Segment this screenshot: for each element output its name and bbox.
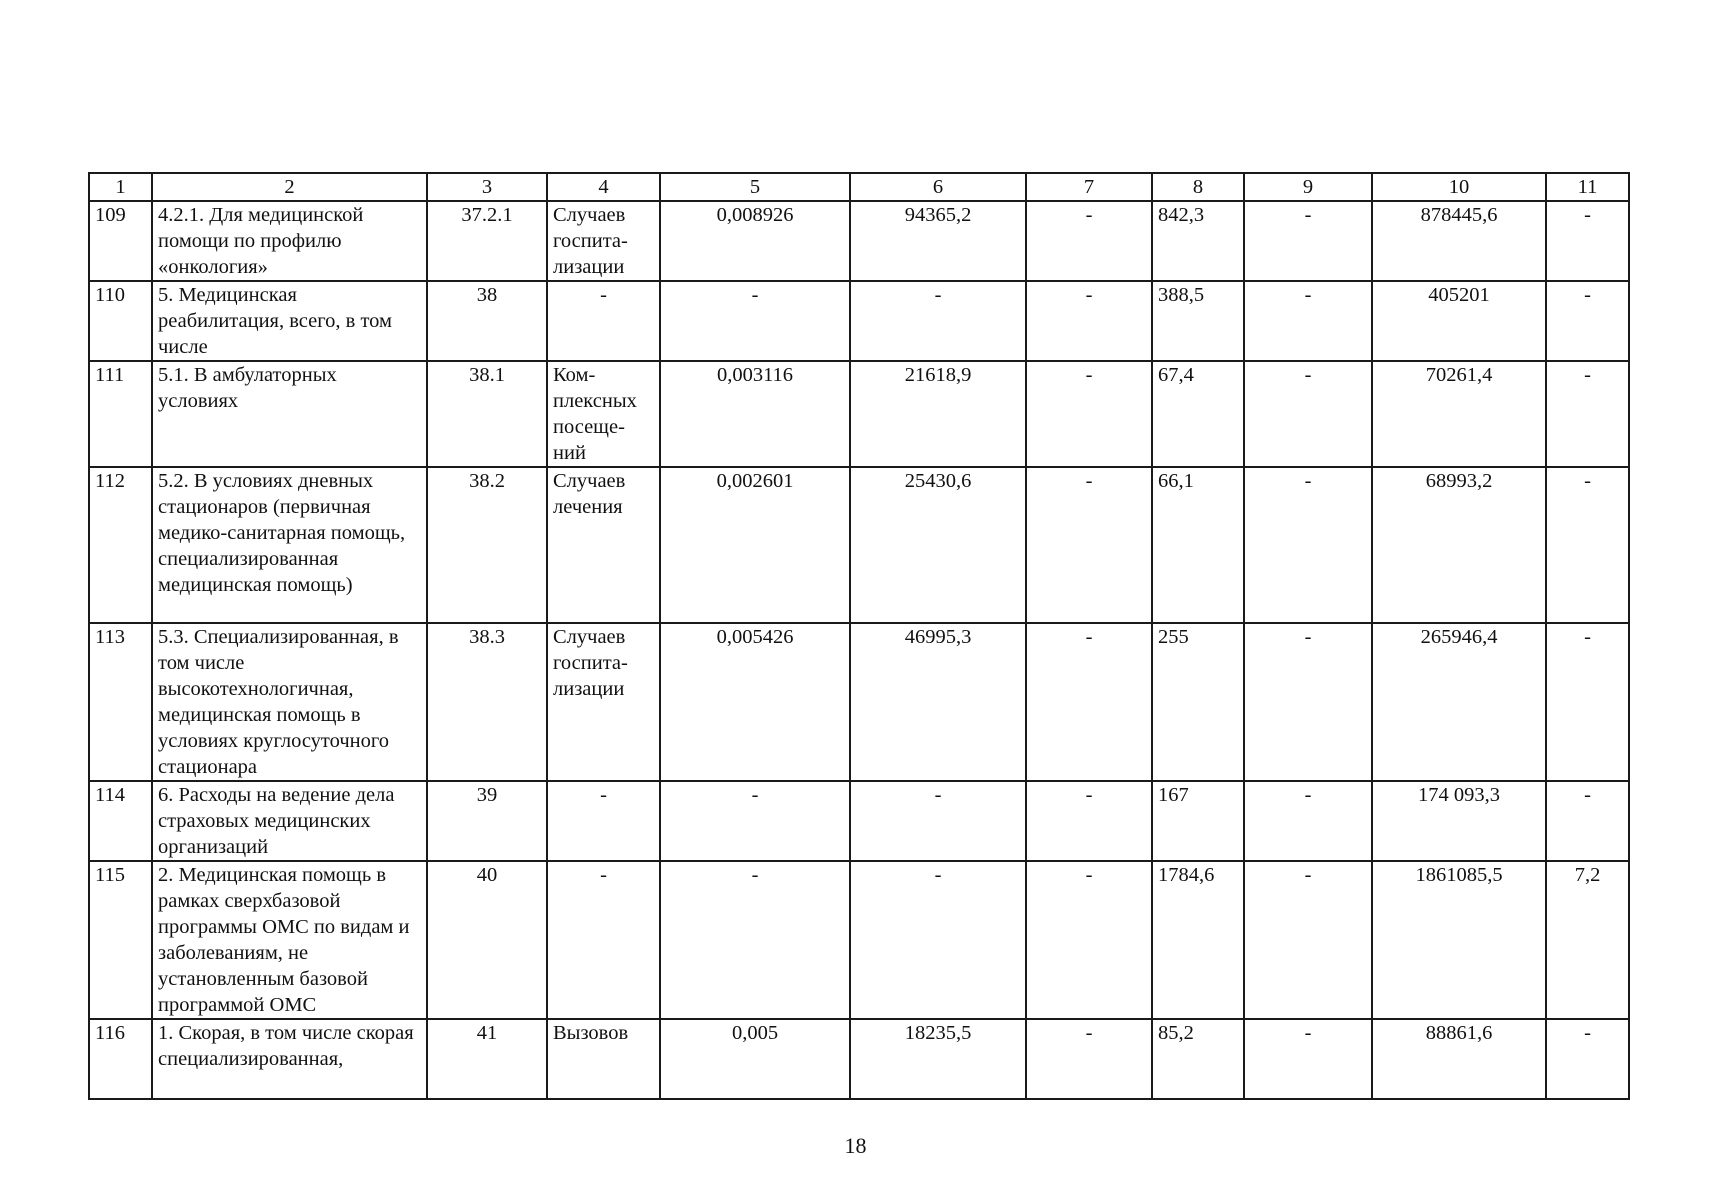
col8-cell: 66,1	[1152, 467, 1244, 623]
table-row	[89, 781, 1629, 861]
header-cell: 8	[1152, 173, 1244, 201]
col8-cell: 85,2	[1152, 1019, 1244, 1099]
page-number: 18	[844, 1133, 867, 1158]
row-number-cell: 114	[89, 781, 152, 861]
line-code-cell: 40	[427, 861, 547, 1019]
row-number-cell: 116	[89, 1019, 152, 1099]
header-cell: 10	[1372, 173, 1546, 201]
header-cell: 2	[152, 173, 427, 201]
col8-cell: 255	[1152, 623, 1244, 781]
unit-cell: -	[547, 861, 660, 1019]
col11-cell: 7,2	[1546, 861, 1629, 1019]
col9-cell: -	[1244, 281, 1372, 361]
col9-cell: -	[1244, 623, 1372, 781]
header-row	[89, 173, 1629, 201]
line-code-cell: 39	[427, 781, 547, 861]
line-code-cell: 37.2.1	[427, 201, 547, 281]
row-number-cell: 110	[89, 281, 152, 361]
col5-cell: 0,008926	[660, 201, 850, 281]
table-row	[89, 861, 1629, 1019]
col6-cell: 25430,6	[850, 467, 1026, 623]
indicator-name-cell: 6. Расходы на ведение дела страховых медицинских организаций	[152, 781, 427, 861]
col5-cell: 0,002601	[660, 467, 850, 623]
col11-cell: -	[1546, 623, 1629, 781]
col6-cell: 46995,3	[850, 623, 1026, 781]
col8-cell: 67,4	[1152, 361, 1244, 467]
row-number-cell: 109	[89, 201, 152, 281]
col8-cell: 1784,6	[1152, 861, 1244, 1019]
unit-cell: Ком-плексных посеще-ний	[547, 361, 660, 467]
table-row	[89, 1019, 1629, 1099]
col7-cell: -	[1026, 781, 1152, 861]
table-row	[89, 281, 1629, 361]
col10-cell: 1861085,5	[1372, 861, 1546, 1019]
col7-cell: -	[1026, 467, 1152, 623]
col10-cell: 88861,6	[1372, 1019, 1546, 1099]
col11-cell: -	[1546, 467, 1629, 623]
header-cell: 5	[660, 173, 850, 201]
col5-cell: 0,003116	[660, 361, 850, 467]
col7-cell: -	[1026, 361, 1152, 467]
col9-cell: -	[1244, 781, 1372, 861]
col8-cell: 388,5	[1152, 281, 1244, 361]
header-cell: 1	[89, 173, 152, 201]
col11-cell: -	[1546, 1019, 1629, 1099]
header-cell: 9	[1244, 173, 1372, 201]
col9-cell: -	[1244, 361, 1372, 467]
col8-cell: 167	[1152, 781, 1244, 861]
col9-cell: -	[1244, 861, 1372, 1019]
col5-cell: 0,005426	[660, 623, 850, 781]
col11-cell: -	[1546, 201, 1629, 281]
table-row	[89, 361, 1629, 467]
row-number-cell: 113	[89, 623, 152, 781]
indicator-name-cell: 4.2.1. Для медицинской помощи по профилю «онкология»	[152, 201, 427, 281]
unit-cell: Случаев лечения	[547, 467, 660, 623]
col7-cell: -	[1026, 861, 1152, 1019]
col7-cell: -	[1026, 1019, 1152, 1099]
col10-cell: 174 093,3	[1372, 781, 1546, 861]
indicator-name-cell: 5. Медицинская реабилитация, всего, в том числе	[152, 281, 427, 361]
line-code-cell: 38.3	[427, 623, 547, 781]
col6-cell: 21618,9	[850, 361, 1026, 467]
unit-cell: -	[547, 781, 660, 861]
col9-cell: -	[1244, 201, 1372, 281]
col5-cell: -	[660, 281, 850, 361]
data-table	[88, 172, 1630, 1100]
header-cell: 4	[547, 173, 660, 201]
unit-cell: -	[547, 281, 660, 361]
table-row	[89, 201, 1629, 281]
row-number-cell: 111	[89, 361, 152, 467]
indicator-name-cell: 5.2. В условиях дневных стационаров (первичная медико-санитарная помощь, специализированная медицинская помощь)	[152, 467, 427, 623]
col6-cell: -	[850, 861, 1026, 1019]
col5-cell: -	[660, 781, 850, 861]
unit-cell: Случаев госпита-лизации	[547, 201, 660, 281]
table-row	[89, 467, 1629, 623]
header-cell: 3	[427, 173, 547, 201]
col10-cell: 265946,4	[1372, 623, 1546, 781]
col11-cell: -	[1546, 361, 1629, 467]
col11-cell: -	[1546, 781, 1629, 861]
col7-cell: -	[1026, 281, 1152, 361]
col7-cell: -	[1026, 623, 1152, 781]
line-code-cell: 41	[427, 1019, 547, 1099]
col10-cell: 878445,6	[1372, 201, 1546, 281]
indicator-name-cell: 1. Скорая, в том числе скорая специализированная,	[152, 1019, 427, 1099]
row-number-cell: 112	[89, 467, 152, 623]
col6-cell: -	[850, 781, 1026, 861]
row-number-cell: 115	[89, 861, 152, 1019]
col7-cell: -	[1026, 201, 1152, 281]
table-row	[89, 623, 1629, 781]
col8-cell: 842,3	[1152, 201, 1244, 281]
col6-cell: 94365,2	[850, 201, 1026, 281]
col5-cell: -	[660, 861, 850, 1019]
header-cell: 7	[1026, 173, 1152, 201]
col10-cell: 405201	[1372, 281, 1546, 361]
indicator-name-cell: 5.3. Специализированная, в том числе высокотехнологичная, медицинская помощь в условиях круглосуточного стационара	[152, 623, 427, 781]
line-code-cell: 38.2	[427, 467, 547, 623]
col11-cell: -	[1546, 281, 1629, 361]
indicator-name-cell: 2. Медицинская помощь в рамках сверхбазовой программы ОМС по видам и заболеваниям, не установленным базовой программой ОМС	[152, 861, 427, 1019]
col6-cell: 18235,5	[850, 1019, 1026, 1099]
line-code-cell: 38.1	[427, 361, 547, 467]
unit-cell: Вызовов	[547, 1019, 660, 1099]
indicator-name-cell: 5.1. В амбулаторных условиях	[152, 361, 427, 467]
col5-cell: 0,005	[660, 1019, 850, 1099]
line-code-cell: 38	[427, 281, 547, 361]
col10-cell: 68993,2	[1372, 467, 1546, 623]
header-cell: 6	[850, 173, 1026, 201]
unit-cell: Случаев госпита-лизации	[547, 623, 660, 781]
col9-cell: -	[1244, 467, 1372, 623]
col9-cell: -	[1244, 1019, 1372, 1099]
header-cell: 11	[1546, 173, 1629, 201]
col6-cell: -	[850, 281, 1026, 361]
col10-cell: 70261,4	[1372, 361, 1546, 467]
